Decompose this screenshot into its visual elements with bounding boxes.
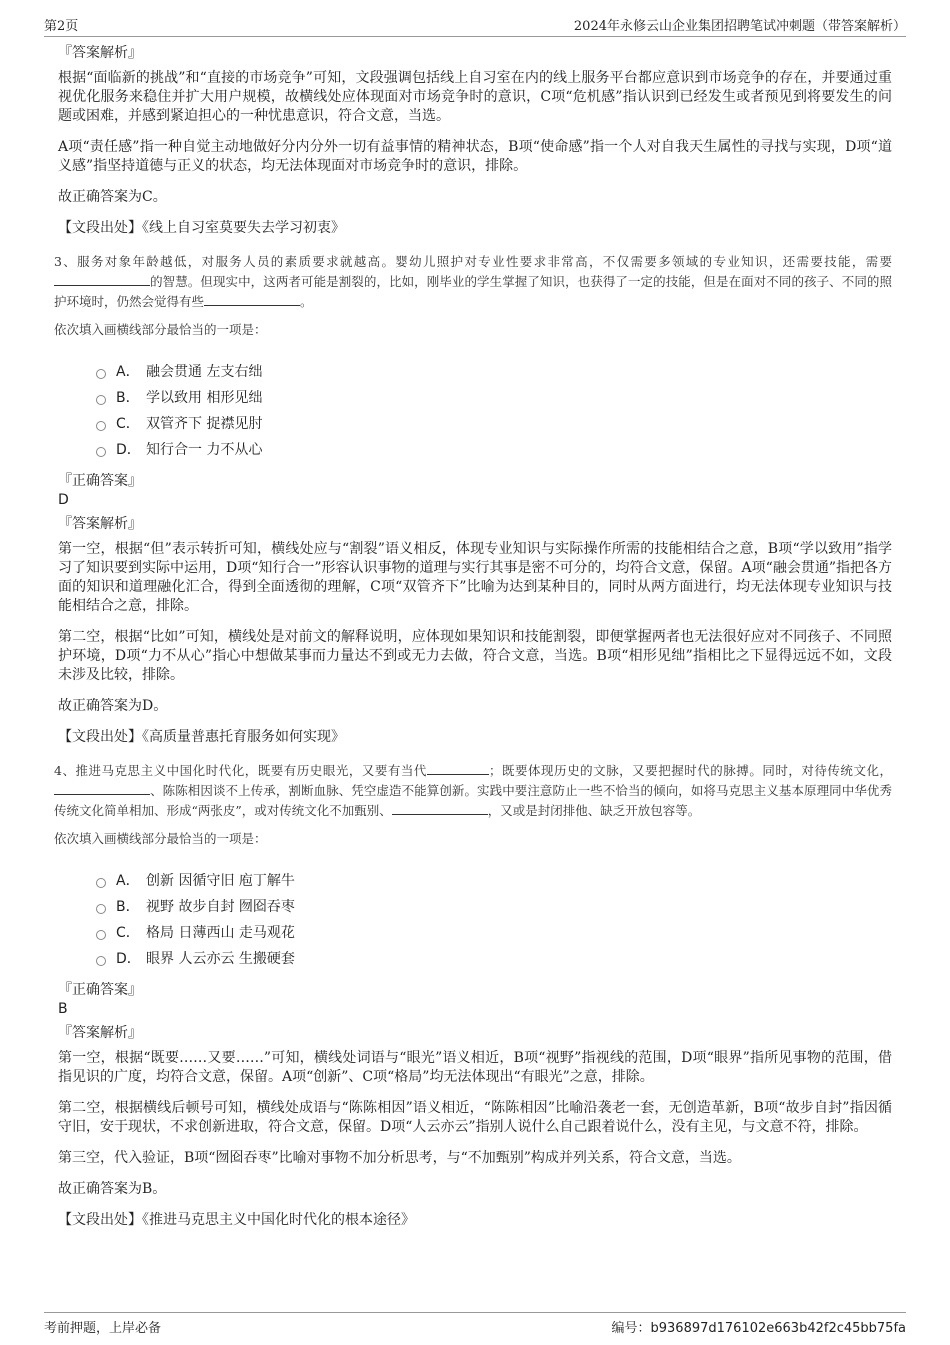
q4-stem [54, 761, 892, 821]
page-content [54, 44, 892, 1244]
q2-analysis-label: 『答案解析』 [58, 45, 142, 61]
q3-stem-part-b: 的智慧。但现实中，这两者可能是割裂的，比如，刚毕业的学生掌握了知识，也获得了一定的技能，但是在面对不同的孩子、不同的照护环境时，仍然会觉得有些 [54, 274, 892, 309]
q3-analysis-paragraph-1: 第一空，根据“但”表示转折可知，横线处应与“割裂”语义相反，体现专业知识与实际操作所需的技能相结合之意，B项“学以致用”指学习了知识要到实际中运用，D项“知行合一”形容认识事物的道理与实行其事是密不可分的，均符合文意，保留。A项“融会贯通”指把各方面的知识和道理融化汇合，得到全面透彻的理解，C项“双管齐下”比喻为达到某种目的，同时从两方面进行，均无法体现专业知识与技能相结合之意，排除。 [58, 541, 892, 614]
q3-source: 【文段出处】《高质量普惠托育服务如何实现》 [58, 729, 345, 745]
q4-options [96, 867, 892, 971]
document-title: 2024年永修云山企业集团招聘笔试冲刺题（带答案解析） [573, 19, 906, 34]
q4-stem-part-d: ，又或是封闭排他、缺乏开放包容等。 [487, 803, 701, 818]
footer-slogan: 考前押题，上岸必备 [44, 1320, 162, 1336]
q2-analysis-paragraph-1: 根据“面临新的挑战”和“直接的市场竞争”可知，文段强调包括线上自习室在内的线上服务平台都应意识到市场竞争的存在，并要通过重视优化服务来稳住并扩大用户规模，故横线处应体现面对市场竞争时的意识，C项“危机感”指认识到已经发生或者预见到将要发生的问题或困难，并感到紧迫担心的一种忧患意识，符合文意，当选。 [58, 70, 892, 124]
q2-analysis-paragraph-2: A项“责任感”指一种自觉主动地做好分内分外一切有益事情的精神状态，B项“使命感”指一个人对自我天生属性的寻找与实现，D项“道义感”指坚持道德与正义的状态，均无法体现面对市场竞争时的意识，排除。 [58, 139, 892, 174]
q3-stem-part-a: 3、服务对象年龄越低，对服务人员的素质要求就越高。婴幼儿照护对专业性要求非常高，不仅需要多领域的专业知识，还需要技能，需要 [54, 254, 892, 269]
q4-blank-1 [427, 761, 489, 775]
q4-stem-part-a: 4、推进马克思主义中国化时代化，既要有历史眼光，又要有当代 [54, 763, 427, 778]
radio-icon[interactable] [96, 878, 106, 888]
q3-stem [54, 252, 892, 312]
q4-instruction: 依次填入画横线部分最恰当的一项是： [54, 831, 267, 846]
radio-icon[interactable] [96, 447, 106, 457]
q4-option-a[interactable]: A． 创新 因循守旧 庖丁解牛 [96, 867, 892, 893]
q3-option-b[interactable]: B． 学以致用 相形见绌 [96, 384, 892, 410]
q2-source: 【文段出处】《线上自习室莫要失去学习初衷》 [58, 220, 345, 236]
q3-blank-2 [204, 292, 300, 306]
q4-analysis-label: 『答案解析』 [58, 1025, 142, 1041]
q2-conclusion: 故正确答案为C。 [58, 189, 167, 205]
radio-icon[interactable] [96, 956, 106, 966]
q4-conclusion: 故正确答案为B。 [58, 1181, 167, 1197]
q3-instruction: 依次填入画横线部分最恰当的一项是： [54, 322, 267, 337]
q3-conclusion: 故正确答案为D。 [58, 698, 168, 714]
q4-option-d[interactable]: D． 眼界 人云亦云 生搬硬套 [96, 945, 892, 971]
q3-blank-1 [54, 272, 150, 286]
q3-option-c[interactable]: C． 双管齐下 捉襟见肘 [96, 410, 892, 436]
document-code [611, 1317, 906, 1336]
radio-icon[interactable] [96, 904, 106, 914]
q3-option-d[interactable]: D． 知行合一 力不从心 [96, 436, 892, 462]
q4-option-c[interactable]: C． 格局 日薄西山 走马观花 [96, 919, 892, 945]
q3-correct-label: 『正确答案』 [58, 473, 142, 489]
page-footer [44, 1312, 906, 1339]
q3-correct-answer: D [58, 492, 69, 508]
q4-blank-2 [54, 781, 150, 795]
page-number: 第2页 [44, 19, 79, 34]
radio-icon[interactable] [96, 395, 106, 405]
radio-icon[interactable] [96, 930, 106, 940]
q4-blank-3 [392, 801, 488, 815]
radio-icon[interactable] [96, 369, 106, 379]
q4-stem-part-c: 、陈陈相因谈不上传承，割断血脉、凭空虚造不能算创新。实践中要注意防止一些不恰当的倾向，如将马克思主义基本原理同中华优秀传统文化简单相加、形成“两张皮”，或对传统文化不加甄别、 [54, 783, 892, 818]
q4-analysis-paragraph-3: 第三空，代入验证，B项“囫囵吞枣”比喻对事物不加分析思考，与“不加甄别”构成并列关系，符合文意，当选。 [58, 1150, 741, 1166]
q4-analysis-paragraph-2: 第二空，根据横线后顿号可知，横线处成语与“陈陈相因”语义相近，“陈陈相因”比喻沿袭老一套，无创造革新，B项“故步自封”指因循守旧，安于现状，不求创新进取，符合文意，保留。D项“人云亦云”指别人说什么自己跟着说什么，没有主见，与文意不符，排除。 [58, 1100, 892, 1135]
q4-source: 【文段出处】《推进马克思主义中国化时代化的根本途径》 [58, 1212, 415, 1228]
q4-analysis-paragraph-1: 第一空，根据“既要……又要……”可知，横线处词语与“眼光”语义相近，B项“视野”指视线的范围，D项“眼界”指所见事物的范围，借指见识的广度，均符合文意，保留。A项“创新”、C项“格局”均无法体现出“有眼光”之意，排除。 [58, 1050, 892, 1085]
document-code-value: b936897d176102e663b42f2c45bb75fa [650, 1320, 906, 1336]
q3-options [96, 358, 892, 462]
radio-icon[interactable] [96, 421, 106, 431]
q4-stem-part-b: ；既要体现历史的文脉，又要把握时代的脉搏。同时，对待传统文化， [488, 763, 892, 778]
q4-correct-label: 『正确答案』 [58, 982, 142, 998]
q3-analysis-label: 『答案解析』 [58, 516, 142, 532]
q3-option-a[interactable]: A． 融会贯通 左支右绌 [96, 358, 892, 384]
q4-option-b[interactable]: B． 视野 故步自封 囫囵吞枣 [96, 893, 892, 919]
document-code-label: 编号： [611, 1320, 651, 1336]
q4-correct-answer: B [58, 1001, 68, 1017]
q3-stem-part-c: 。 [300, 294, 313, 309]
page-header [44, 12, 906, 37]
q3-analysis-paragraph-2: 第二空，根据“比如”可知，横线处是对前文的解释说明，应体现如果知识和技能割裂，即便掌握两者也无法很好应对不同孩子、不同照护环境，D项“力不从心”指心中想做某事而力量达不到或无力去做，符合文意，当选。B项“相形见绌”指相比之下显得远远不如，文段未涉及比较，排除。 [58, 629, 892, 683]
